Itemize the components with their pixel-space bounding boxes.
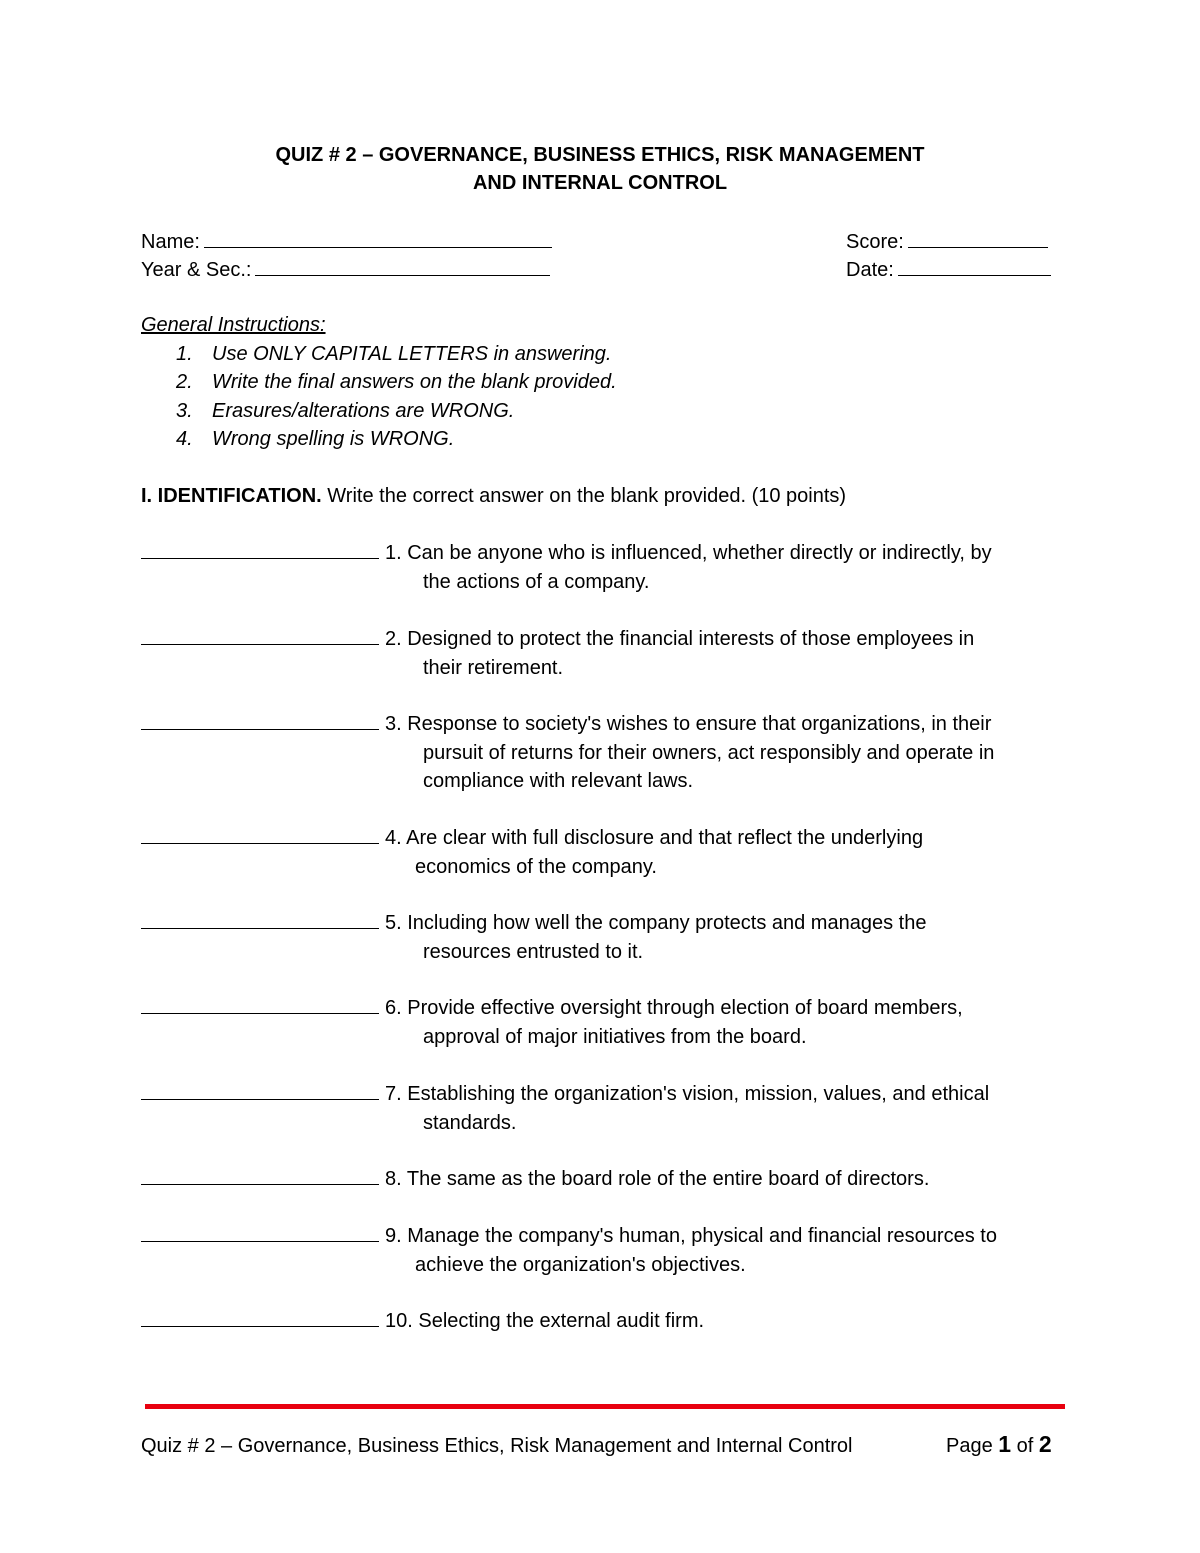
date-label: Date: (846, 259, 894, 281)
question-text: 3. Response to society's wishes to ensure that organizations, in their (385, 713, 992, 735)
question-text: 5. Including how well the company protects and manages the (385, 912, 927, 934)
answer-blank[interactable] (141, 1223, 379, 1242)
section-description: Write the correct answer on the blank provided. (10 points) (321, 485, 847, 507)
page-number (946, 1430, 1052, 1460)
question-continuation: standards. (423, 1111, 517, 1134)
section-heading: I. IDENTIFICATION. (141, 485, 322, 507)
instruction-text: Erasures/alterations are WRONG. (212, 400, 515, 422)
question-text: 8. The same as the board role of the entire board of directors. (385, 1168, 930, 1190)
instruction-item (176, 397, 514, 425)
page-total: 2 (1038, 1431, 1052, 1457)
instruction-text: Wrong spelling is WRONG. (212, 428, 455, 450)
answer-blank[interactable] (141, 711, 379, 730)
score-field (846, 227, 1048, 256)
question-continuation: resources entrusted to it. (423, 940, 644, 963)
instruction-number: 1. (176, 343, 193, 365)
question-item (141, 1165, 1071, 1194)
question-continuation: compliance with relevant laws. (423, 770, 694, 792)
question-continuation: their retirement. (423, 656, 564, 679)
instruction-item (176, 340, 611, 368)
instruction-item (176, 425, 454, 453)
question-continuation: approval of major initiatives from the board. (423, 1025, 807, 1048)
question-continuation: economics of the company. (415, 855, 657, 878)
question-text: 7. Establishing the organization's vision, mission, values, and ethical (385, 1083, 990, 1105)
question-text: 1. Can be anyone who is influenced, whether directly or indirectly, by (385, 542, 992, 564)
question-item (141, 824, 1071, 881)
page-current: 1 (998, 1431, 1012, 1457)
year-sec-blank[interactable] (255, 255, 550, 276)
instruction-number: 3. (176, 400, 193, 422)
instruction-number: 2. (176, 371, 193, 393)
quiz-title-line-1: QUIZ # 2 – GOVERNANCE, BUSINESS ETHICS, RISK MANAGEMENT (275, 144, 925, 166)
question-text: 2. Designed to protect the financial interests of those employees in (385, 628, 975, 650)
page-of: of (1011, 1435, 1039, 1457)
question-text: 10. Selecting the external audit firm. (385, 1310, 705, 1332)
instruction-number: 4. (176, 428, 193, 450)
footer-title: Quiz # 2 – Governance, Business Ethics, Risk Management and Internal Control (141, 1435, 853, 1457)
date-blank[interactable] (898, 255, 1051, 276)
question-item (141, 1307, 1071, 1336)
question-continuation: achieve the organization's objectives. (415, 1253, 746, 1276)
question-item (141, 1222, 1071, 1279)
name-field (141, 227, 552, 256)
footer-rule (145, 1404, 1065, 1409)
instruction-text: Use ONLY CAPITAL LETTERS in answering. (212, 343, 612, 365)
question-item (141, 625, 1071, 682)
answer-blank[interactable] (141, 540, 379, 559)
answer-blank[interactable] (141, 910, 379, 929)
instruction-item (176, 368, 617, 396)
answer-blank[interactable] (141, 626, 379, 645)
question-item (141, 710, 1071, 796)
question-text: 9. Manage the company's human, physical and financial resources to (385, 1225, 997, 1247)
answer-blank[interactable] (141, 1166, 379, 1185)
year-sec-field (141, 255, 550, 284)
name-label: Name: (141, 231, 200, 253)
answer-blank[interactable] (141, 995, 379, 1014)
question-text: 6. Provide effective oversight through election of board members, (385, 997, 963, 1019)
name-blank[interactable] (204, 227, 552, 248)
question-continuation: pursuit of returns for their owners, act responsibly and operate in (423, 741, 995, 764)
question-item (141, 909, 1071, 966)
score-label: Score: (846, 231, 904, 253)
question-item (141, 1080, 1071, 1137)
date-field (846, 255, 1051, 284)
question-item (141, 994, 1071, 1051)
question-item (141, 539, 1071, 596)
question-text: 4. Are clear with full disclosure and that reflect the underlying (385, 827, 924, 849)
answer-blank[interactable] (141, 825, 379, 844)
instruction-text: Write the final answers on the blank provided. (212, 371, 617, 393)
year-sec-label: Year & Sec.: (141, 259, 252, 281)
page-prefix: Page (946, 1435, 999, 1457)
answer-blank[interactable] (141, 1081, 379, 1100)
section-identification (141, 482, 846, 510)
question-continuation: the actions of a company. (423, 570, 650, 593)
quiz-title-line-2: AND INTERNAL CONTROL (472, 172, 728, 194)
answer-blank[interactable] (141, 1308, 379, 1327)
score-blank[interactable] (908, 227, 1048, 248)
instructions-heading: General Instructions: (141, 314, 326, 336)
